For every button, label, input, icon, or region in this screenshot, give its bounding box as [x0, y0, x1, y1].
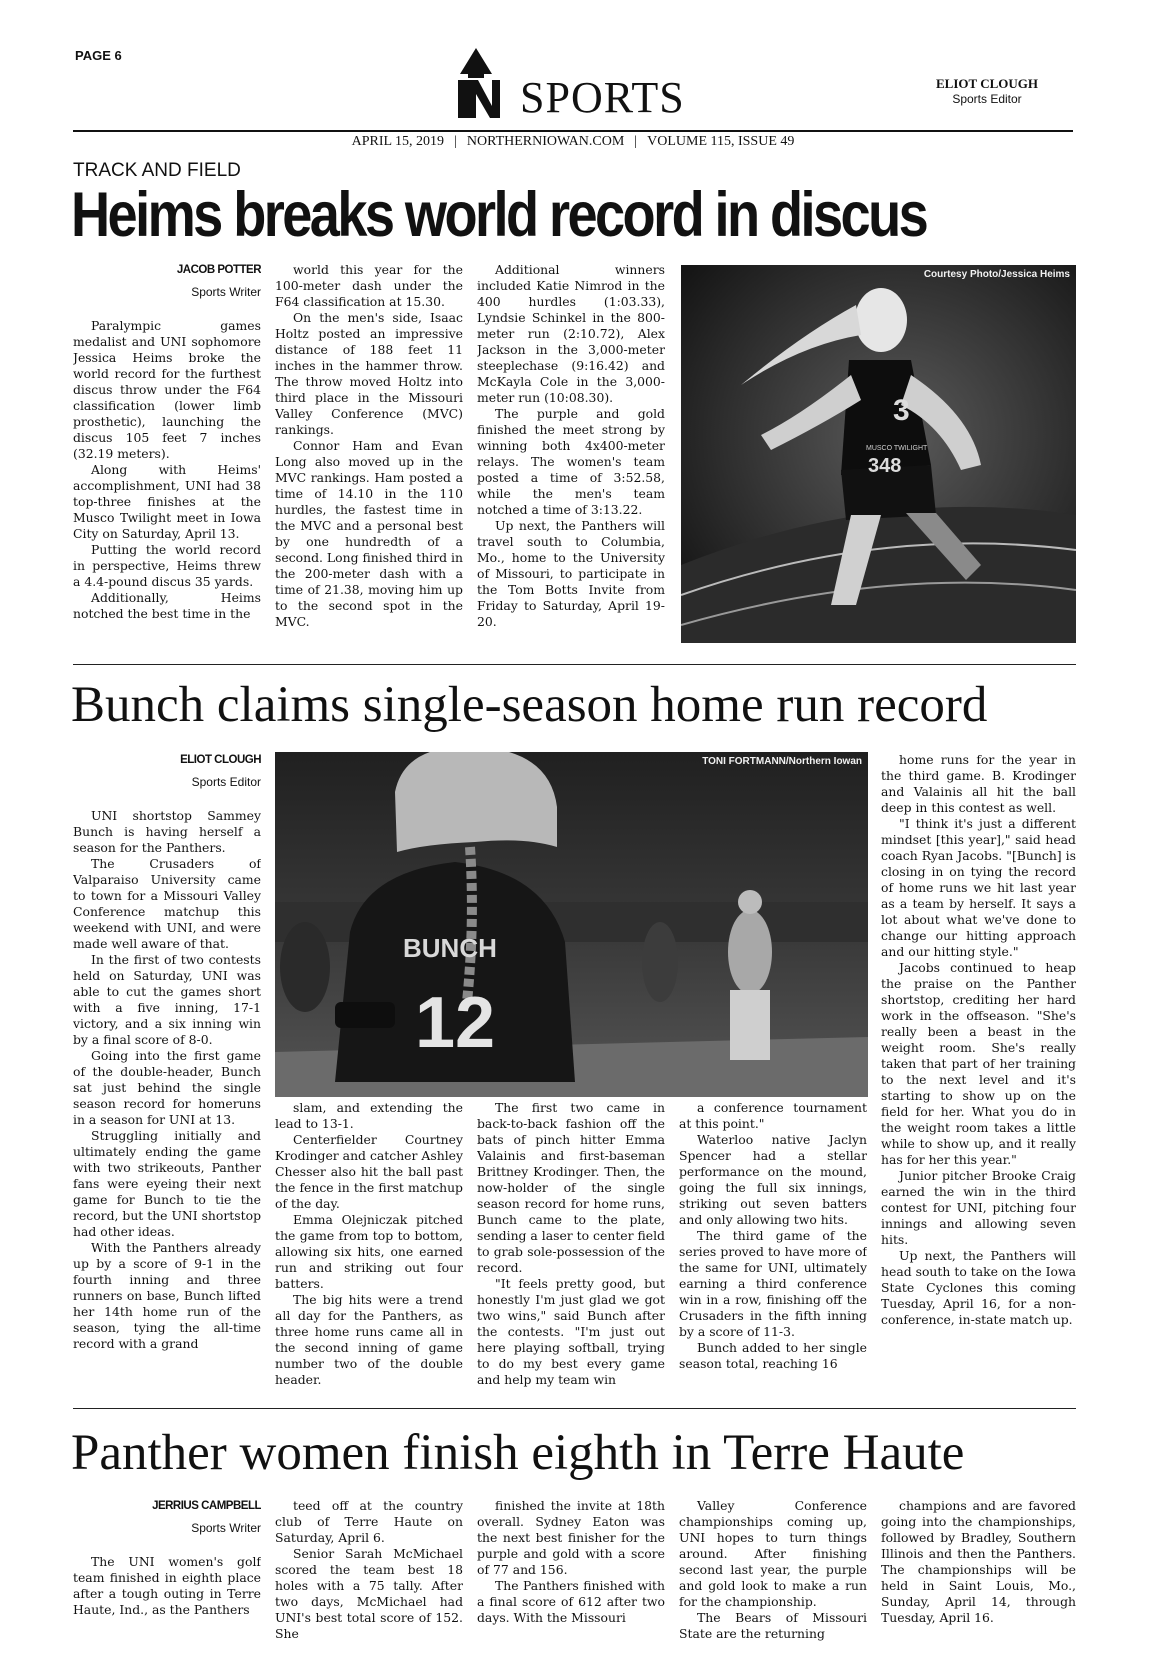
website: NORTHERNIOWAN.COM — [466, 134, 625, 149]
paragraph: Additionally, Heims notched the best time in the — [73, 590, 261, 621]
story2-column-2 — [275, 1100, 463, 1400]
story1-column-2 — [275, 262, 463, 652]
paragraph: Connor Ham and Evan Long also moved up in the MVC rankings. Ham posted a time of 14.10 in the 110 hurdles, the fastest time in the MVC and a personal best by one hundredth of a second. Long finished third in the 200-meter dash with a time of 21.38, moving him up to the second spot in the MVC. — [275, 438, 463, 629]
story1-column-3 — [477, 262, 665, 652]
story2-headline: Bunch claims single-season home run record — [71, 677, 988, 733]
jersey-number: 12 — [415, 983, 496, 1063]
paragraph: Bunch added to her single season total, reaching 16 — [679, 1340, 867, 1371]
paragraph: In the first of two contests held on Saturday, UNI was able to cut the games short with a five inning, 17-1 victory, and a six inning win by a final score of 8-0. — [73, 952, 261, 1047]
paragraph: Up next, the Panthers will head south to take on the Iowa State Cyclones this coming Tuesday, April 16, for a non-conference, in-state match up. — [881, 1248, 1076, 1327]
story2-byline-name: ELIOT CLOUGH — [180, 754, 261, 766]
story1-photo-credit: Courtesy Photo/Jessica Heims — [923, 269, 1070, 280]
paragraph: slam, and extending the lead to 13-1. — [275, 1100, 463, 1131]
paragraph: home runs for the year in the third game. B. Krodinger and Valainis all hit the ball deep in this contest as well. — [881, 752, 1076, 815]
paragraph: Waterloo native Jaclyn Spencer had a stellar performance on the mound, going the full six innings, striking out seven batters and only allowing two hits. — [679, 1132, 867, 1227]
paragraph: finished the invite at 18th overall. Sydney Eaton was the next best finisher for the purple and gold with a score of 77 and 156. — [477, 1498, 665, 1577]
heims-bib-label: MUSCO TWILIGHT — [866, 445, 928, 452]
story3-column-2 — [275, 1498, 463, 1663]
story2-col1-text — [73, 808, 261, 1352]
paragraph: With the Panthers already up by a score of 9-1 in the fourth inning and three runners on base, Bunch lifted her 14th home run of the season, tying the all-time record with a grand — [73, 1240, 261, 1351]
paragraph: Putting the world record in perspective, Heims threw a 4.4-pound discus 35 yards. — [73, 542, 261, 589]
paragraph: Additional winners included Katie Nimrod in the 400 hurdles (1:03.33), Lyndsie Schinkel in the 800-meter run (2:10.72), Alex Jackson in the 3,000-meter steeplechase (9:16.42) and McKayla Cole in the 3,000-meter run (10:08.30). — [477, 262, 665, 405]
story1-byline-name: JACOB POTTER — [176, 264, 261, 276]
story1-headline: Heims breaks world record in discus — [71, 180, 927, 250]
story1-byline-title: Sports Writer — [191, 285, 261, 299]
paragraph: The big hits were a trend all day for the Panthers, as three home runs came all in the second inning of game number two of the double header. — [275, 1292, 463, 1387]
paragraph: Paralympic games medalist and UNI sophomore Jessica Heims broke the world record for the furthest discus throw under the F64 classification (lower limb prosthetic), launching the discus 105 feet 7 inches (32.19 meters). — [73, 318, 261, 461]
masthead-rule — [73, 130, 1073, 132]
paragraph: Jacobs continued to heap the praise on the Panther shortstop, crediting her hard work in the offseason. "She's really been a beast in the weight room. She's really taken that part of her training to the next level and it's starting to show up on the field for her. What you do in the weight room takes a little while to show up, and it really has for her this year." — [881, 960, 1076, 1167]
paragraph: teed off at the country club of Terre Haute on Saturday, April 6. — [275, 1498, 463, 1545]
story3-column-1 — [73, 1498, 261, 1663]
story2-column-5 — [881, 752, 1076, 1397]
story3-headline: Panther women finish eighth in Terre Haute — [71, 1425, 965, 1481]
issue-date: APRIL 15, 2019 — [351, 134, 445, 149]
section-divider-2 — [73, 1408, 1076, 1409]
story3-col1-text — [73, 1554, 261, 1618]
story2-column-4 — [679, 1100, 867, 1400]
paragraph: The first two came in back-to-back fashion off the bats of pinch hitter Emma Valainis and first-baseman Brittney Krodinger. Then, the now-holder of the single season record for home runs, Bunch came to the plate, sending a laser to center field to grab sole-possession of the record. — [477, 1100, 665, 1275]
story3-byline-title: Sports Writer — [191, 1521, 261, 1535]
story2-photo-credit: TONI FORTMANN/Northern Iowan — [702, 756, 862, 767]
paragraph: The purple and gold finished the meet strong by winning both 4x400-meter relays. The women's team posted a time of 3:52.58, while the men's team notched a time of 3:13.22. — [477, 406, 665, 517]
paragraph: Junior pitcher Brooke Craig earned the win in the third contest for UNI, pitching four innings and allowing seven hits. — [881, 1168, 1076, 1247]
section-editor-name: ELIOT CLOUGH — [936, 76, 1038, 91]
paragraph: The Crusaders of Valparaiso University came to town for a Missouri Valley Conference matchup this weekend with UNI, and were made well aware of that. — [73, 856, 261, 951]
paragraph: Emma Olejniczak pitched the game from top to bottom, allowing six hits, one earned run and striking out four batters. — [275, 1212, 463, 1291]
paragraph: "I think it's just a different mindset [this year]," said head coach Ryan Jacobs. "[Bunch] is closing in on tying the record of home runs we hit last year as a team by herself. It says a lot about what we've done to change our hitting approach and our hitting style." — [881, 816, 1076, 959]
paragraph: On the men's side, Isaac Holtz posted an impressive distance of 188 feet 11 inches in the hammer throw. The throw moved Holtz into third place in the Missouri Valley Conference (MVC) rankings. — [275, 310, 463, 437]
bunch-softball-photo — [275, 752, 868, 1097]
story3-byline-name: JERRIUS CAMPBELL — [152, 1500, 261, 1512]
paragraph: Valley Conference championships coming up, UNI hopes to turn things around. After finishing second last year, the purple and gold look to make a run for the championship. — [679, 1498, 867, 1609]
story-kicker: TRACK AND FIELD — [73, 160, 241, 181]
story3-column-4 — [679, 1498, 867, 1663]
paragraph: champions and are favored going into the championships, followed by Bradley, Southern Illinois and then the Panthers. The championships will be held in Saint Louis, Mo., Sunday, April 14, through Tuesday, April 16. — [881, 1498, 1076, 1625]
story1-column-1 — [73, 262, 261, 652]
paragraph: Going into the first game of the double-header, Bunch sat just behind the single season record for homeruns in a season for UNI at 13. — [73, 1048, 261, 1127]
paragraph: "It feels pretty good, but honestly I'm just glad we got two wins," said Bunch after the contests. "I'm just out here playing softball, trying to do my best every game and help my team win — [477, 1276, 665, 1387]
story2-column-1 — [73, 752, 261, 1392]
paragraph: The Panthers finished with a final score of 612 after two days. With the Missouri — [477, 1578, 665, 1625]
paragraph: The UNI women's golf team finished in eighth place after a tough outing in Terre Haute, Ind., as the Panthers — [73, 1554, 261, 1617]
page-number: PAGE 6 — [75, 48, 122, 63]
paragraph: a conference tournament at this point." — [679, 1100, 867, 1131]
story3-column-3 — [477, 1498, 665, 1663]
section-title: SPORTS — [520, 73, 685, 122]
story2-column-3 — [477, 1100, 665, 1400]
story1-col1-text — [73, 318, 261, 622]
paragraph: Along with Heims' accomplishment, UNI had 38 top-three finishes at the Musco Twilight meet in Iowa City on Saturday, April 13. — [73, 462, 261, 541]
paragraph: Senior Sarah McMichael scored the team best 18 holes with a 75 tally. After two days, McMichael had UNI's best total score of 152. She — [275, 1546, 463, 1641]
paragraph: Centerfielder Courtney Krodinger and catcher Ashley Chesser also hit the ball past the fence in the first matchup of the day. — [275, 1132, 463, 1211]
volume-issue: VOLUME 115, ISSUE 49 — [647, 134, 795, 149]
heims-top-number: 3 — [893, 394, 910, 427]
heims-track-photo — [681, 265, 1076, 643]
paragraph: The third game of the series proved to have more of the same for UNI, ultimately earning a third conference win in a row, finishing off the Crusaders in the fifth inning by a score of 11-3. — [679, 1228, 867, 1339]
paragraph: Struggling initially and ultimately ending the game with two strikeouts, Panther fans were eyeing their next game for Bunch to tie the record, but the UNI shortstop had other ideas. — [73, 1128, 261, 1239]
story2-byline-title: Sports Editor — [191, 775, 261, 789]
section-editor-title: Sports Editor — [952, 92, 1022, 106]
paragraph: UNI shortstop Sammey Bunch is having herself a season for the Panthers. — [73, 808, 261, 855]
dateline: APRIL 15, 2019 | NORTHERNIOWAN.COM | VOLUME 115, ISSUE 49 — [351, 134, 795, 149]
paragraph: Up next, the Panthers will travel south to Columbia, Mo., home to the University of Missouri, to participate in the Tom Botts Invite from Friday to Saturday, April 19-20. — [477, 518, 665, 629]
section-divider-1 — [73, 664, 1076, 665]
paragraph: world this year for the 100-meter dash under the F64 classification at 15.30. — [275, 262, 463, 309]
paragraph: The Bears of Missouri State are the returning — [679, 1610, 867, 1641]
jersey-name: BUNCH — [403, 933, 497, 963]
heims-bib-number: 348 — [868, 455, 902, 477]
story3-column-5 — [881, 1498, 1076, 1663]
northern-iowan-logo-icon — [448, 44, 524, 120]
